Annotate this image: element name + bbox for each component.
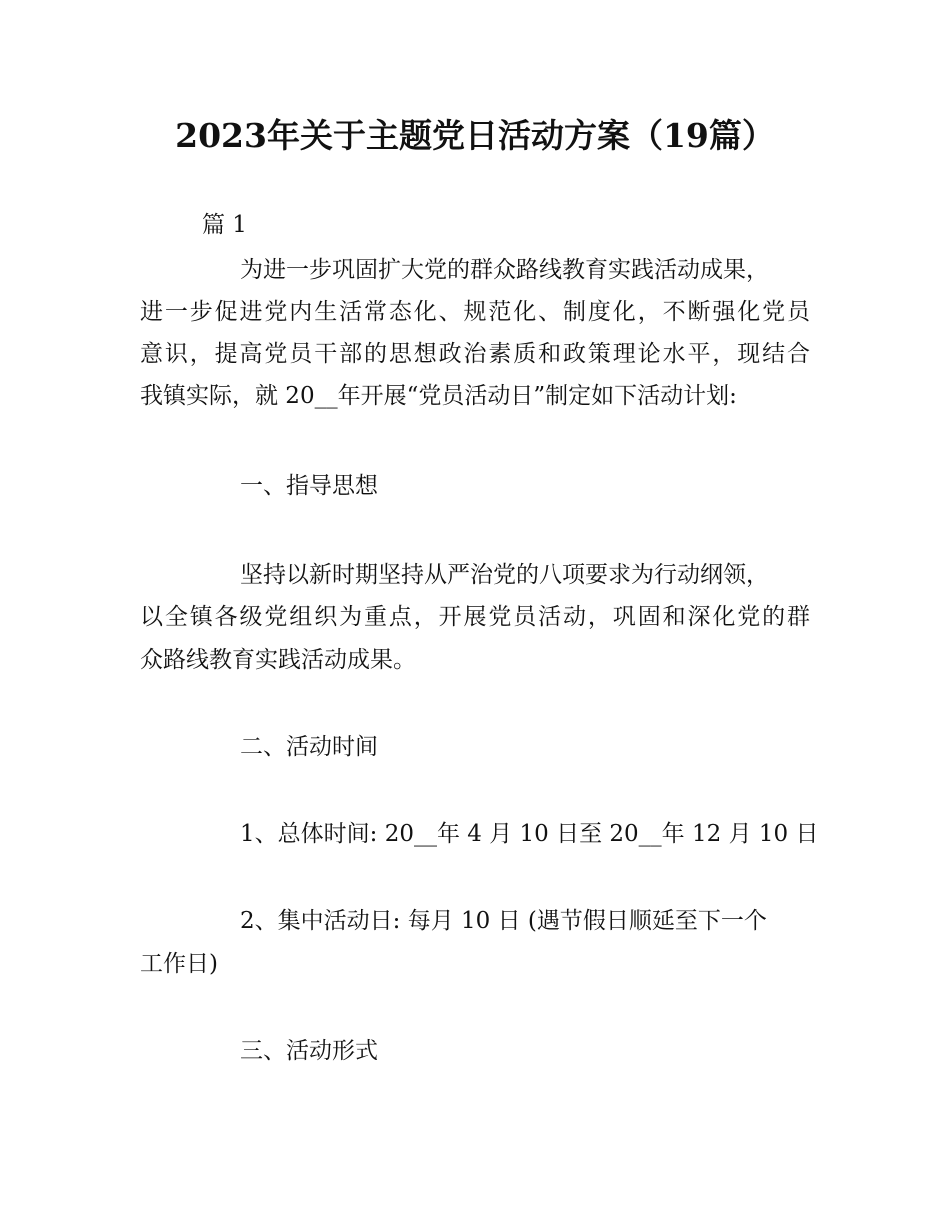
intro-line-3: 意识，提高党员干部的思想政治素质和政策理论水平，现结合: [140, 341, 810, 367]
section1-line-1: 坚持以新时期坚持从严治党的八项要求为行动纲领，: [240, 562, 769, 588]
intro-line-2: 进一步促进党内生活常态化、规范化、制度化，不断强化党员: [140, 299, 810, 325]
chapter-label: 篇 1: [202, 212, 247, 238]
section2-item-1: 1、总体时间: 20__年 4 月 10 日至 20__年 12 月 10 日: [240, 821, 819, 847]
document-title: 2023年关于主题党日活动方案（19篇）: [175, 116, 775, 155]
section1-line-2: 以全镇各级党组织为重点，开展党员活动，巩固和深化党的群: [140, 604, 810, 630]
section-heading-guiding-thought: 一、指导思想: [240, 473, 378, 499]
intro-line-1: 为进一步巩固扩大党的群众路线教育实践活动成果，: [240, 257, 769, 283]
intro-line-4: 我镇实际，就 20__年开展“党员活动日”制定如下活动计划:: [140, 383, 737, 409]
section-heading-activity-time: 二、活动时间: [240, 734, 378, 760]
section2-item-2-line-2: 工作日): [140, 951, 218, 977]
section2-item-2-line-1: 2、集中活动日: 每月 10 日 (遇节假日顺延至下一个: [240, 908, 767, 934]
section1-line-3: 众路线教育实践活动成果。: [140, 647, 416, 673]
section-heading-activity-form: 三、活动形式: [240, 1038, 378, 1064]
